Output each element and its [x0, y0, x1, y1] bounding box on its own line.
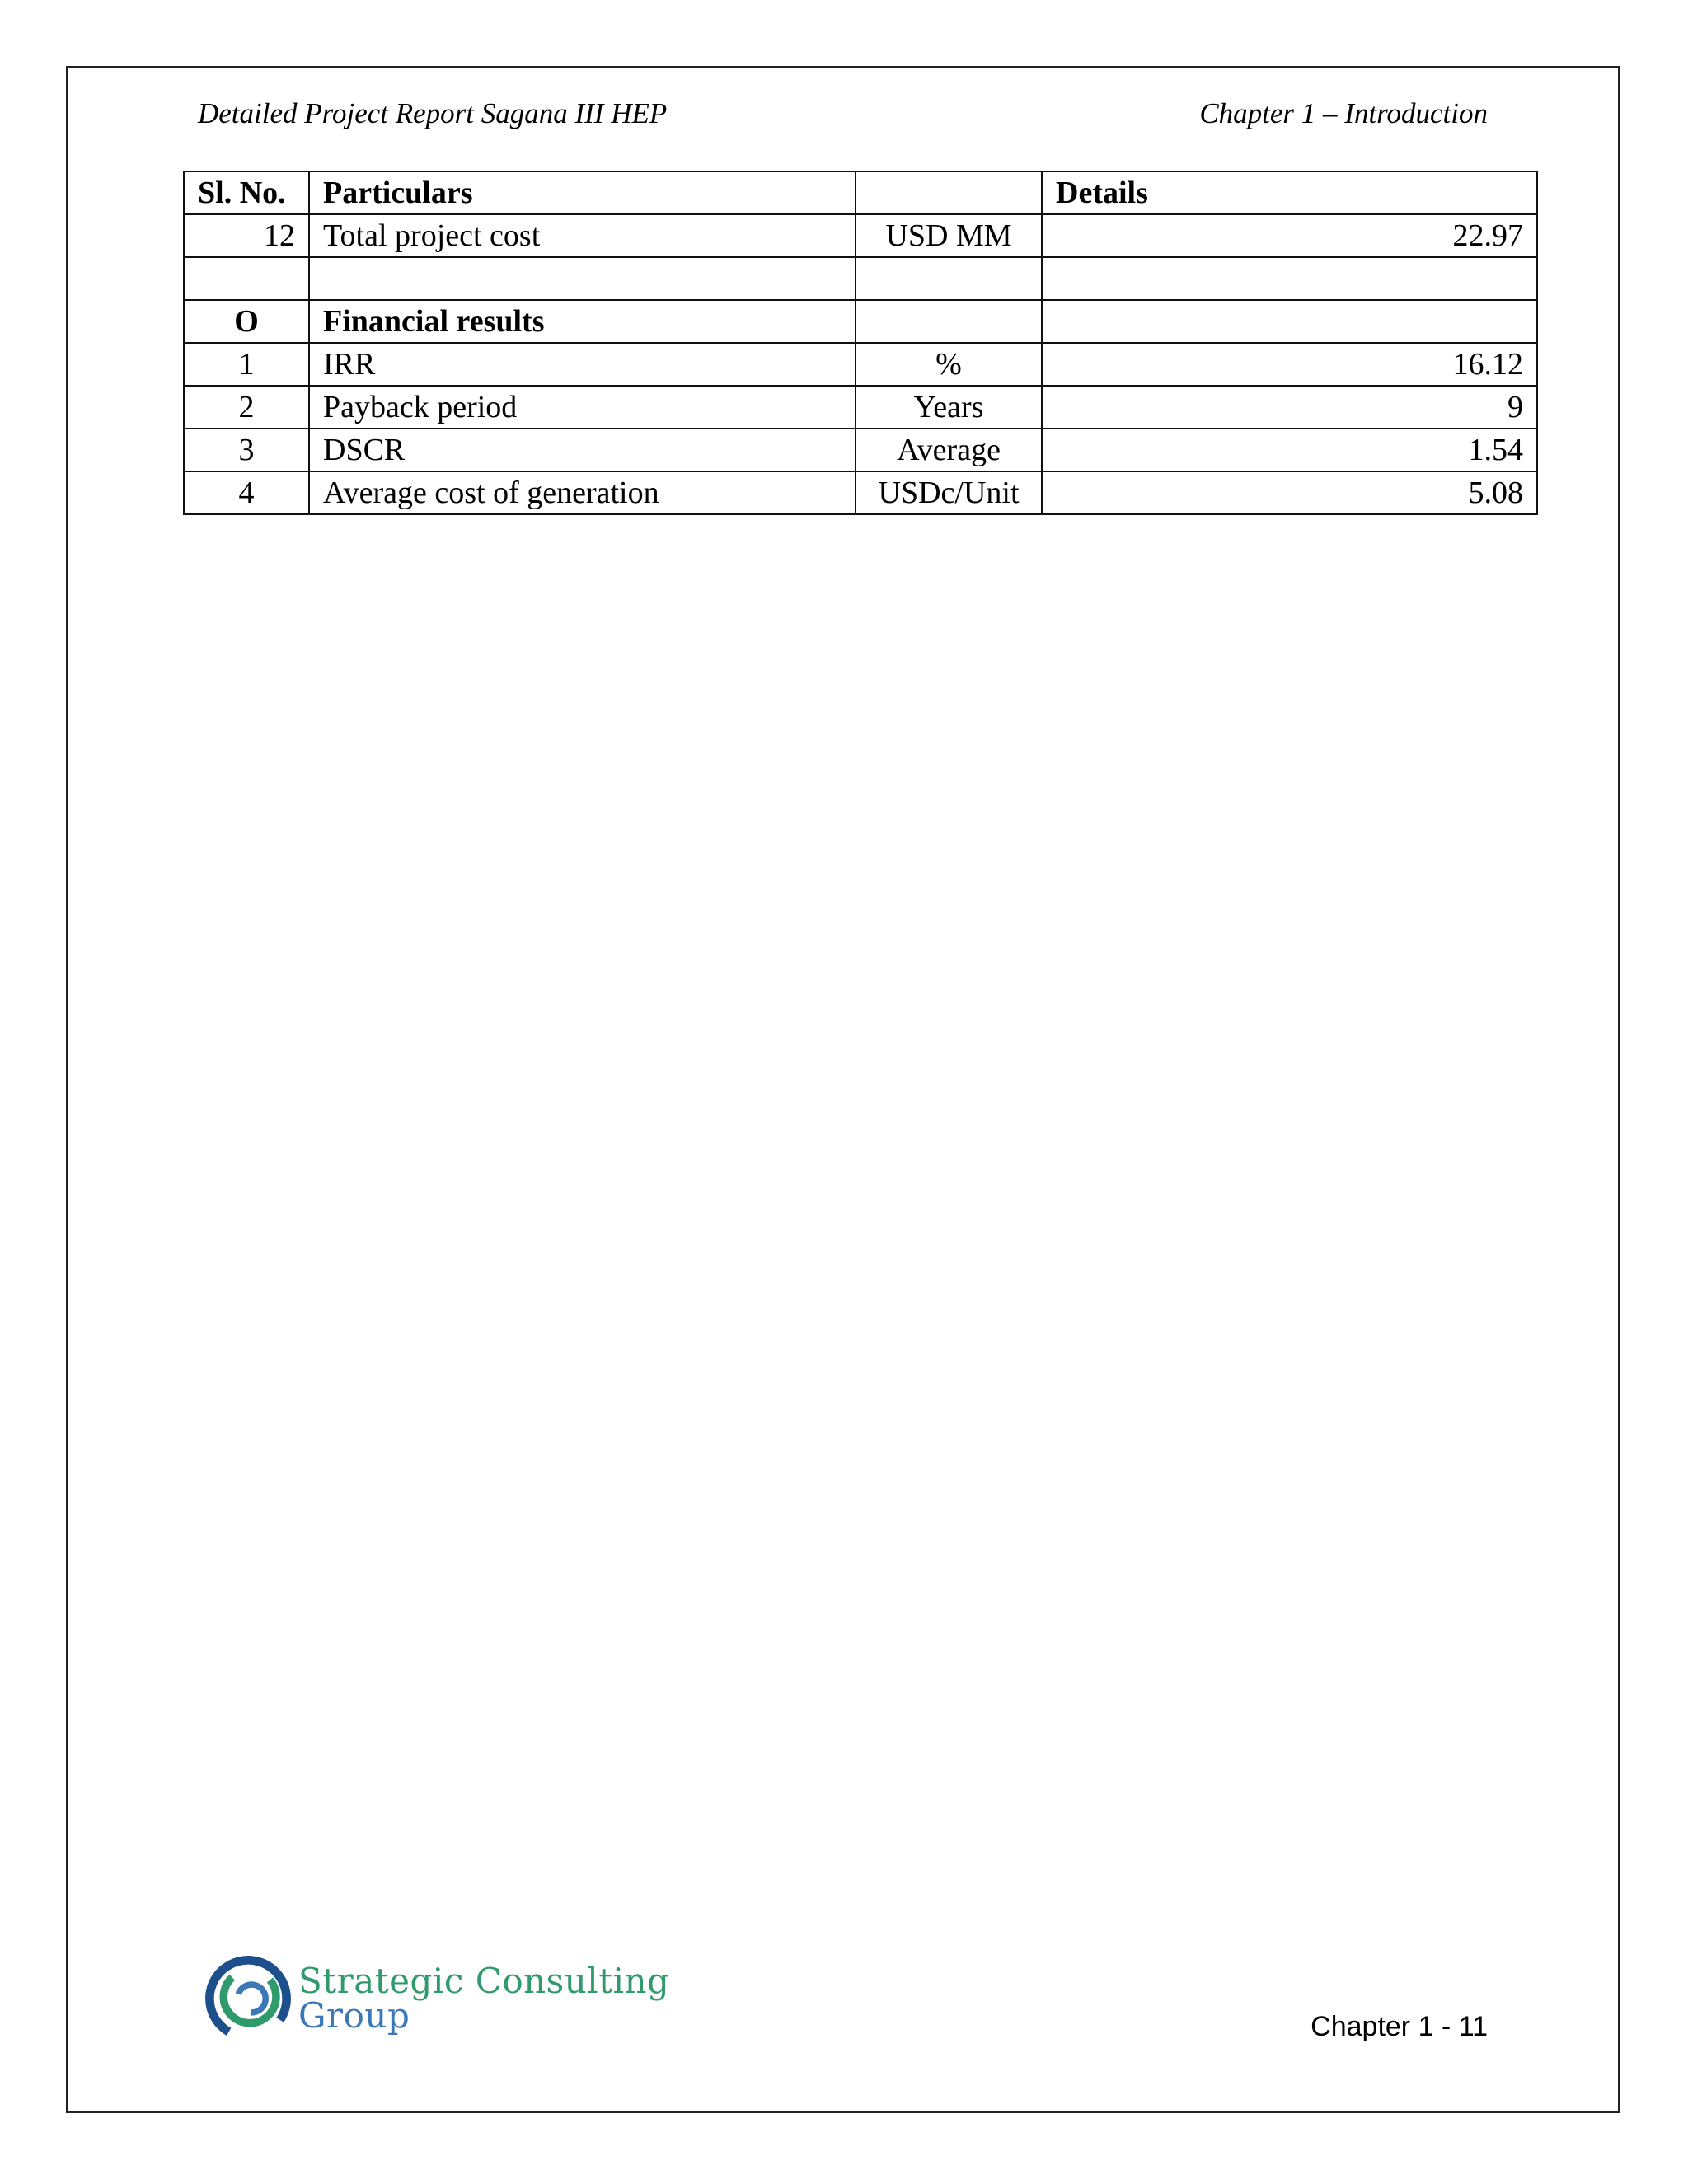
- header-particulars: Particulars: [309, 171, 856, 214]
- cell-detail: 1.54: [1042, 429, 1537, 471]
- cell-unit: Average: [856, 429, 1042, 471]
- cell-sl: 12: [184, 214, 309, 257]
- cell-sl: 4: [184, 471, 309, 514]
- cell-detail: [1042, 300, 1537, 343]
- table-row: [184, 343, 1537, 386]
- cell-particular: IRR: [309, 343, 856, 386]
- table-row: [184, 257, 1537, 300]
- cell-sl: 3: [184, 429, 309, 471]
- header-sl-no: Sl. No.: [184, 171, 309, 214]
- cell-unit: Years: [856, 386, 1042, 429]
- cell-detail: 16.12: [1042, 343, 1537, 386]
- cell-sl: 1: [184, 343, 309, 386]
- logo-line-1: Strategic Consulting: [298, 1961, 670, 2001]
- chapter-title: Chapter 1 – Introduction: [1199, 97, 1488, 129]
- logo-line-2: Group: [298, 1995, 410, 2036]
- cell-unit: [856, 300, 1042, 343]
- company-logo: [204, 1955, 669, 2042]
- document-title: Detailed Project Report Sagana III HEP: [198, 97, 668, 129]
- table-row: [184, 429, 1537, 471]
- table-row: [184, 471, 1537, 514]
- header-details: Details: [1042, 171, 1537, 214]
- cell-sl: [184, 257, 309, 300]
- cell-particular: Payback period: [309, 386, 856, 429]
- cell-unit: USDc/Unit: [856, 471, 1042, 514]
- logo-wordmark: [298, 1961, 670, 2036]
- cell-detail: 5.08: [1042, 471, 1537, 514]
- cell-sl: 2: [184, 386, 309, 429]
- cell-particular: Average cost of generation: [309, 471, 856, 514]
- table-row: [184, 386, 1537, 429]
- cell-unit: USD MM: [856, 214, 1042, 257]
- cell-sl: O: [184, 300, 309, 343]
- cell-unit: %: [856, 343, 1042, 386]
- financial-summary-table: [183, 171, 1538, 515]
- cell-particular: DSCR: [309, 429, 856, 471]
- cell-particular: [309, 257, 856, 300]
- cell-particular: Total project cost: [309, 214, 856, 257]
- table-row: [184, 214, 1537, 257]
- table-section-row: [184, 300, 1537, 343]
- table-header-row: [184, 171, 1537, 214]
- cell-detail: [1042, 257, 1537, 300]
- cell-unit: [856, 257, 1042, 300]
- page-number: Chapter 1 - 11: [1311, 2011, 1488, 2042]
- cell-detail: 9: [1042, 386, 1537, 429]
- cell-particular: Financial results: [309, 300, 856, 343]
- swirl-logo-icon: [204, 1955, 292, 2042]
- header-unit: [856, 171, 1042, 214]
- cell-detail: 22.97: [1042, 214, 1537, 257]
